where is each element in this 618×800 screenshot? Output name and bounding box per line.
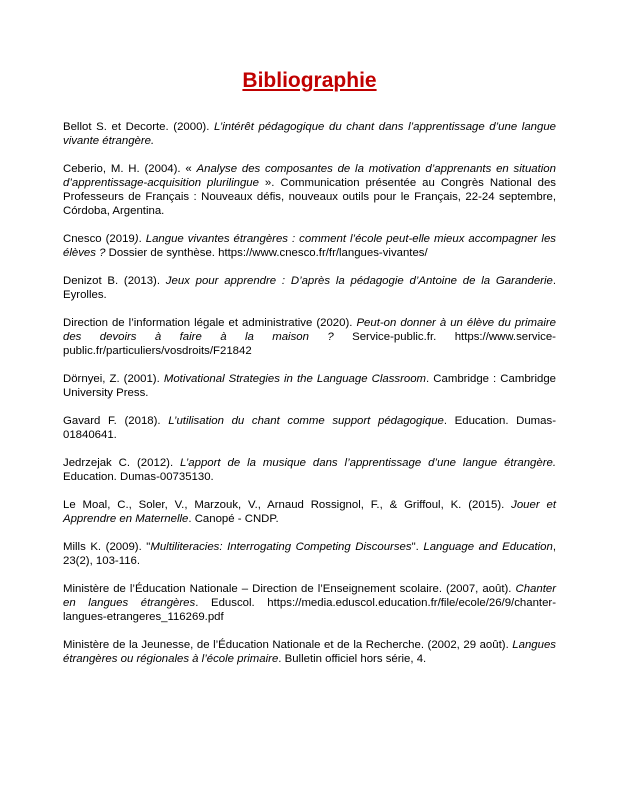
text-run: Ministère de la Jeunesse, de l’Éducation Nationale et de la Recherche. (2002, 29 août).	[63, 639, 513, 651]
bibliography-entry	[63, 582, 556, 624]
bibliography-entry	[63, 638, 556, 666]
text-run-italic: Chanter en langues étrangères	[63, 583, 556, 609]
text-run-italic: )	[134, 233, 139, 245]
text-run: Ministère de l’Éducation Nationale – Direction de l’Enseignement scolaire. (2007, août).	[63, 583, 516, 595]
text-run: Dossier de synthèse. https://www.cnesco.fr/fr/langues-vivantes/	[108, 247, 428, 259]
text-run-italic: Motivational Strategies in the Language Classroom	[163, 373, 427, 385]
text-run: Service-public.fr. https://www.service-public.fr/particuliers/vosdroits/F21842	[63, 331, 556, 357]
bibliography-entry	[63, 456, 556, 484]
text-run: Cnesco (2019	[63, 233, 135, 245]
text-run-italic: Language and Education	[423, 541, 553, 553]
text-run-italic: Analyse des composantes de la motivation d’apprenants en situation d’apprentissage-acquisition plurilingue	[63, 163, 556, 189]
text-run: Direction de l’information légale et administrative (2020).	[63, 317, 357, 329]
text-run: . Eduscol. https://media.eduscol.education.fr/file/ecole/26/9/chanter-langues-etrangeres_116269.pdf	[63, 597, 556, 623]
text-run: Education. Dumas-00735130.	[63, 471, 214, 483]
text-run: Jedrzejak C. (2012).	[63, 457, 181, 469]
text-run-italic: Jouer et Apprendre en Maternelle	[63, 499, 556, 525]
text-run: .	[138, 233, 146, 245]
bibliography-list	[63, 120, 556, 666]
bibliography-entry	[63, 540, 556, 568]
text-run-italic: L’utilisation du chant comme support pédagogique	[168, 415, 444, 427]
bibliography-entry	[63, 372, 556, 400]
text-run: , 23(2), 103-116.	[63, 541, 556, 567]
text-run-italic: L’apport de la musique dans l’apprentissage d’une langue étrangère.	[180, 457, 556, 469]
bibliography-entry	[63, 274, 556, 302]
text-run: Le Moal, C., Soler, V., Marzouk, V., Arnaud Rossignol, F., & Griffoul, K. (2015).	[63, 499, 512, 511]
text-run: ".	[411, 541, 424, 553]
text-run: . Canopé - CNDP.	[188, 513, 279, 525]
bibliography-entry	[63, 162, 556, 218]
text-run-italic: L’intérêt pédagogique du chant dans l’apprentissage d’une langue vivante étrangère.	[63, 121, 557, 147]
page-title: Bibliographie	[242, 69, 377, 92]
text-run-italic: Jeux pour apprendre : D’après la pédagogie d’Antoine de la Garanderie	[165, 275, 553, 287]
text-run: . Education. Dumas-01840641.	[63, 415, 556, 441]
text-run: Ceberio, M. H. (2004). «	[63, 163, 197, 175]
text-run-italic: Peut-on donner à un élève du primaire des devoirs à faire à la maison ?	[63, 317, 556, 343]
text-run-italic: Multiliteracies: Interrogating Competing Discourses	[150, 541, 412, 553]
bibliography-entry	[63, 414, 556, 442]
text-run: Dörnyei, Z. (2001).	[63, 373, 164, 385]
text-run: Mills K. (2009). "	[63, 541, 151, 553]
bibliography-entry	[63, 232, 556, 260]
text-run: . Cambridge : Cambridge University Press.	[63, 373, 557, 399]
text-run: ». Communication présentée au Congrès National des Professeurs de Français : Nouveaux défis, nouveaux outils pour le Français, 22-24 septembre, Córdoba, Argentina.	[63, 177, 556, 217]
text-run: Denizot B. (2013).	[63, 275, 166, 287]
text-run: . Eyrolles.	[63, 275, 556, 301]
text-run: Bellot S. et Decorte. (2000).	[63, 121, 214, 133]
text-run: Gavard F. (2018).	[63, 415, 169, 427]
bibliography-entry	[63, 120, 556, 148]
text-run: . Bulletin officiel hors série, 4.	[278, 653, 427, 665]
bibliography-entry	[63, 498, 556, 526]
bibliography-entry	[63, 316, 556, 358]
text-run-italic: Langue vivantes étrangères : comment l’école peut-elle mieux accompagner les élèves ?	[63, 233, 556, 259]
text-run-italic: Langues étrangères ou régionales à l’école primaire	[63, 639, 556, 665]
